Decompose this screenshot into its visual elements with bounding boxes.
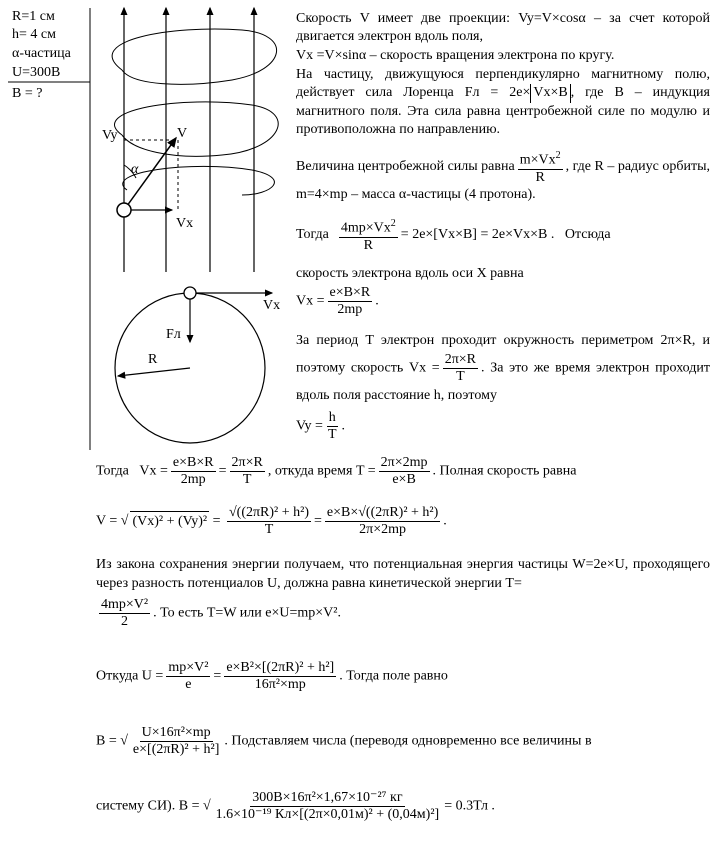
formula-line: Тогда Vx = $\frac{e\times B\times R}{2mp}$ = $\frac{2\pi\times R}{T}$ , откуда время T = $\frac{2\pi\times 2mp}{e\times B}$ . Полная скорость равна — [96, 455, 577, 487]
paragraph: Тогда $\frac{4mp\times Vx^2}{R}$ = 2e×[Vx×B] = 2e×Vx×B . Отсюда — [296, 218, 611, 253]
paragraph: Vx =V×sinα – скорость вращения электрона по кругу. — [296, 48, 615, 63]
formula-line: V = √ (Vx)² + (Vy)² = $\frac{\text{√((2πR)² + h²)}}{T}$ = $\frac{\text{e×B×√((2πR)² + h²)}}{2\pi\times 2mp}$ . — [96, 505, 447, 537]
r-label: R — [148, 352, 158, 367]
find-line: B = ? — [12, 86, 43, 101]
formula-line: систему СИ). B = √ $\frac{\text{300В×16π²×1,67×10⁻²⁷ кг}}{\text{1.6×10⁻¹⁹ Кл×[(2π×0,01м)² + (0,04м)²]}}$ = 0.3Тл . — [96, 790, 495, 822]
paragraph: Величина центробежной силы равна $\frac{m\times Vx^2}{R}$ , где R – радиус орбиты, m=4×mp – масса α-частицы (4 протона). — [296, 150, 711, 202]
formula: Vx = $\frac{e\times B\times R}{2mp}$ . — [296, 285, 379, 317]
formula-line: B = √ $\frac{\text{U×16π²×mp}}{\text{e×[(2πR)² + h²]}}$ . Подставляем числа (переводя одновременно все величины в — [96, 725, 592, 757]
v-label: V — [177, 126, 188, 141]
formula: Vy = $\frac{h}{T}$ . — [296, 410, 346, 442]
paragraph: Скорость V имеет две проекции: Vy=V×cosα – за счет которой двигается электрон вдоль поля, — [296, 11, 710, 45]
alpha-label: α — [131, 162, 139, 177]
vx-label: Vx — [176, 216, 194, 231]
formula-line: Откуда U = $\frac{\text{mp×V²}}{e}$ = $\frac{\text{e×B²×[(2πR)² + h²]}}{\text{16π²×mp}}$ . Тогда поле равно — [96, 660, 448, 692]
given-line: R=1 см — [12, 9, 55, 24]
paragraph: За период T электрон проходит окружность периметром 2π×R, и поэтому скорость Vx = $\frac{2\pi\times R}{T}$ . За это же время электрон проходит вдоль поля расстояние h, поэтому — [296, 333, 711, 403]
given-line: h= 4 см — [12, 27, 56, 42]
fl-label: Fл — [166, 327, 181, 342]
helix-diagram — [92, 0, 292, 290]
vx-top-label: Vx — [263, 298, 281, 313]
paragraph: На частицу, движущуюся перпендикулярно магнитному полю, действует сила Лоренца Fл = 2e× Vx×B , где В – индукция магнитного поля. Эта сила равна центробежной силе по модулю и противоположна по направлению. — [296, 67, 710, 138]
vy-label: Vy — [102, 128, 118, 143]
paragraph: скорость электрона вдоль оси X равна — [296, 266, 524, 281]
given-line: α-частица — [12, 46, 71, 61]
given-line: U=300В — [12, 65, 61, 80]
paragraph: Из закона сохранения энергии получаем, что потенциальная энергия частицы W=2e×U, проходящего через разность потенциалов U, должна равна кинетической энергии T= — [96, 557, 710, 591]
formula-line: $\frac{\text{4mp×V²}}{2}$ . То есть T=W или e×U=mp×V². — [101, 597, 341, 629]
